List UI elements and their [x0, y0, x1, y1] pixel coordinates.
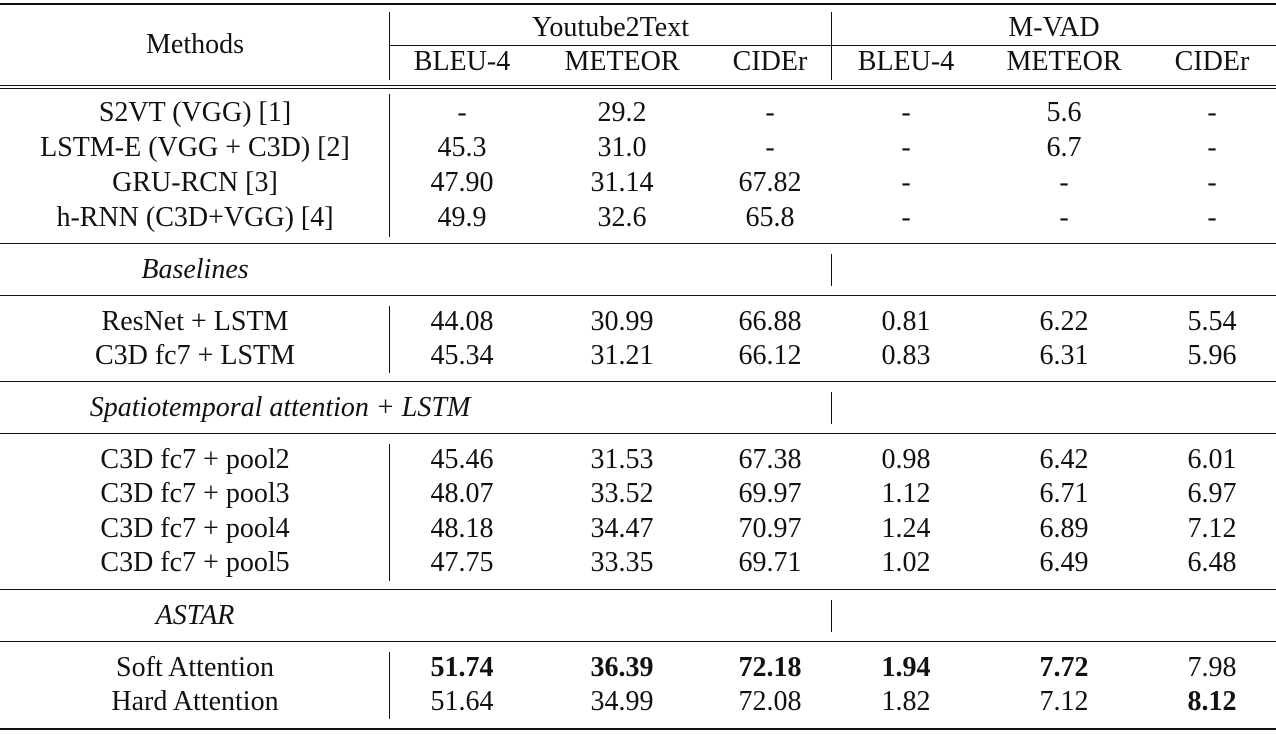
- metric-value: 69.71: [738, 547, 802, 578]
- metric-value: 66.12: [738, 340, 802, 371]
- metric-value: 34.99: [590, 686, 654, 717]
- group-divider: [831, 600, 832, 632]
- method-name: C3D fc7 + pool5: [100, 547, 290, 578]
- metric-value: 70.97: [738, 513, 802, 544]
- header-metric: METEOR: [564, 46, 680, 77]
- metric-value: 1.02: [881, 547, 931, 578]
- metric-value: 6.31: [1039, 340, 1089, 371]
- method-name: S2VT (VGG) [1]: [98, 97, 292, 128]
- method-name: C3D fc7 + pool3: [100, 478, 290, 509]
- header-metric: BLEU-4: [857, 46, 955, 77]
- header-group-youtube2text: Youtube2Text: [532, 12, 689, 43]
- metric-value: 47.90: [430, 167, 494, 198]
- section-rule: [0, 243, 1276, 244]
- metric-value: 6.97: [1187, 478, 1237, 509]
- metric-value: 69.97: [738, 478, 802, 509]
- header-rule: [0, 88, 1276, 89]
- metric-value: 31.21: [590, 340, 654, 371]
- method-name: h-RNN (C3D+VGG) [4]: [56, 202, 334, 233]
- bottom-rule: [0, 728, 1276, 730]
- section-title-astar: ASTAR: [155, 600, 235, 631]
- metric-value: 65.8: [745, 202, 795, 233]
- metric-value: 67.82: [738, 167, 802, 198]
- metric-value: 48.18: [430, 513, 494, 544]
- metric-value: -: [901, 202, 911, 233]
- method-name: C3D fc7 + pool2: [100, 444, 290, 475]
- metric-value: 48.07: [430, 478, 494, 509]
- metric-value: 47.75: [430, 547, 494, 578]
- metric-value: 32.6: [597, 202, 647, 233]
- header-group-mvad: M-VAD: [1008, 12, 1100, 43]
- metric-value: 6.01: [1187, 444, 1237, 475]
- metric-value: 31.0: [597, 132, 647, 163]
- metric-value: 1.24: [881, 513, 931, 544]
- metric-value: 7.72: [1039, 652, 1089, 683]
- method-name: C3D fc7 + pool4: [100, 513, 290, 544]
- section-title-baselines: Baselines: [141, 254, 249, 285]
- group-divider: [831, 12, 832, 80]
- metric-value: -: [765, 97, 775, 128]
- metric-value: 45.46: [430, 444, 494, 475]
- metric-value: 6.49: [1039, 547, 1089, 578]
- metric-value: -: [901, 132, 911, 163]
- header-group-rule: [390, 45, 1276, 46]
- metric-value: 67.38: [738, 444, 802, 475]
- section-rule: [0, 381, 1276, 382]
- metric-value: 66.88: [738, 306, 802, 337]
- metric-value: 0.81: [881, 306, 931, 337]
- method-name: LSTM-E (VGG + C3D) [2]: [40, 132, 350, 163]
- metric-value: -: [1207, 97, 1217, 128]
- header-rule: [0, 85, 1276, 86]
- top-rule: [0, 3, 1276, 5]
- metric-value: 0.98: [881, 444, 931, 475]
- metric-value: 8.12: [1187, 686, 1237, 717]
- section-rule: [0, 641, 1276, 642]
- metric-value: 6.42: [1039, 444, 1089, 475]
- method-name: Hard Attention: [111, 686, 279, 717]
- section-rule: [0, 589, 1276, 590]
- metric-value: 7.12: [1039, 686, 1089, 717]
- method-name: ResNet + LSTM: [101, 306, 289, 337]
- section-rule: [0, 295, 1276, 296]
- header-metric: CIDEr: [1174, 46, 1250, 77]
- header-metric: CIDEr: [732, 46, 808, 77]
- group-divider: [831, 392, 832, 424]
- metric-value: -: [1207, 132, 1217, 163]
- metric-value: -: [901, 97, 911, 128]
- metric-value: 45.3: [437, 132, 487, 163]
- method-name: Soft Attention: [116, 652, 274, 683]
- metric-value: 72.18: [738, 652, 802, 683]
- metric-value: 36.39: [590, 652, 654, 683]
- method-name: C3D fc7 + LSTM: [94, 340, 296, 371]
- method-divider: [389, 12, 390, 80]
- header-metric: BLEU-4: [413, 46, 511, 77]
- metric-value: -: [457, 97, 467, 128]
- metric-value: -: [1059, 202, 1069, 233]
- metric-value: 33.52: [590, 478, 654, 509]
- metric-value: 49.9: [437, 202, 487, 233]
- method-name: GRU-RCN [3]: [112, 167, 278, 198]
- metric-value: 31.53: [590, 444, 654, 475]
- metric-value: 44.08: [430, 306, 494, 337]
- metric-value: 6.89: [1039, 513, 1089, 544]
- metric-value: -: [1207, 167, 1217, 198]
- metric-value: 51.74: [430, 652, 494, 683]
- metric-value: -: [765, 132, 775, 163]
- metric-value: 45.34: [430, 340, 494, 371]
- metric-value: 34.47: [590, 513, 654, 544]
- metric-value: 6.48: [1187, 547, 1237, 578]
- metric-value: 72.08: [738, 686, 802, 717]
- metric-value: 1.94: [881, 652, 931, 683]
- metric-value: 5.54: [1187, 306, 1237, 337]
- metric-value: 31.14: [590, 167, 654, 198]
- header-metric: METEOR: [1006, 46, 1122, 77]
- metric-value: 5.6: [1046, 97, 1082, 128]
- metric-value: 30.99: [590, 306, 654, 337]
- metric-value: -: [1207, 202, 1217, 233]
- metric-value: 1.82: [881, 686, 931, 717]
- metric-value: -: [901, 167, 911, 198]
- metric-value: 6.22: [1039, 306, 1089, 337]
- metric-value: 51.64: [430, 686, 494, 717]
- group-divider: [831, 254, 832, 286]
- metric-value: 7.12: [1187, 513, 1237, 544]
- metric-value: 7.98: [1187, 652, 1237, 683]
- metric-value: 29.2: [597, 97, 647, 128]
- section-rule: [0, 433, 1276, 434]
- header-methods: Methods: [146, 29, 244, 60]
- section-title-spatiotemporal-attention: Spatiotemporal attention + LSTM: [89, 392, 471, 423]
- metric-value: 0.83: [881, 340, 931, 371]
- metric-value: 33.35: [590, 547, 654, 578]
- metric-value: 5.96: [1187, 340, 1237, 371]
- metric-value: -: [1059, 167, 1069, 198]
- metric-value: 6.7: [1046, 132, 1082, 163]
- metric-value: 6.71: [1039, 478, 1089, 509]
- metric-value: 1.12: [881, 478, 931, 509]
